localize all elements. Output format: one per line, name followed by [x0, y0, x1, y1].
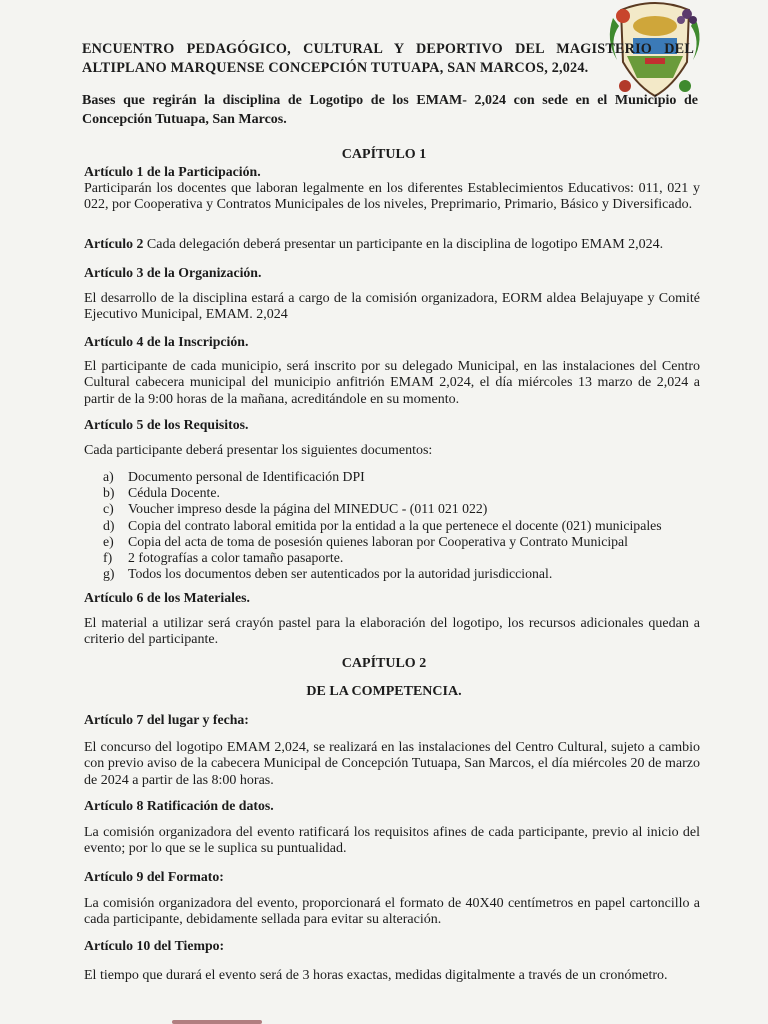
article-6 — [84, 590, 700, 649]
article-title: Artículo 9 del Formato: — [84, 869, 224, 884]
list-item: b) Cédula Docente. — [103, 485, 220, 501]
list-item: e) Copia del acta de toma de posesión quienes laboran por Cooperativa y Contrato Municipal — [103, 533, 629, 549]
article-title: Artículo 2 — [84, 236, 144, 251]
article-body: Participarán los docentes que laboran legalmente en los diferentes Establecimientos Educativos: 011, 021 y 022, por Cooperativa y Contratos Municipales de los niveles, Preprimario, Primario, Básico y Diversificado. — [84, 180, 700, 212]
article-5 — [84, 417, 700, 459]
article-9 — [84, 869, 700, 929]
article-title: Artículo 7 del lugar y fecha: — [84, 712, 249, 727]
article-body: La comisión organizadora del evento ratificará los requisitos afines de cada participante, previo al inicio del evento; por lo que se le suplica su puntualidad. — [84, 824, 700, 856]
title-line-1: ENCUENTRO PEDAGÓGICO, CULTURAL Y DEPORTIVO DEL MAGISTERIO DEL — [82, 41, 694, 57]
list-item: c) Voucher impreso desde la página del MINEDUC - (011 021 022) — [103, 501, 488, 517]
list-item: f) 2 fotografías a color tamaño pasaporte. — [103, 550, 344, 566]
article-1 — [84, 164, 700, 214]
article-body: Cada delegación deberá presentar un participante en la disciplina de logotipo EMAM 2,024. — [146, 237, 664, 252]
chapter-1-heading: CAPÍTULO 1 — [341, 147, 427, 162]
article-8 — [84, 798, 700, 858]
article-body: El material a utilizar será crayón pastel para la elaboración del logotipo, los recursos adicionales quedan a criterio del participante. — [84, 615, 700, 647]
article-7 — [84, 712, 700, 789]
ink-mark — [172, 1020, 262, 1024]
chapter-2-heading: CAPÍTULO 2 — [341, 656, 427, 671]
article-title: Artículo 4 de la Inscripción. — [84, 334, 249, 349]
title-line-2: ALTIPLANO MARQUENSE CONCEPCIÓN TUTUAPA, SAN MARCOS, 2,024. — [82, 60, 589, 76]
article-title: Artículo 8 Ratificación de datos. — [84, 798, 274, 813]
document-title — [82, 40, 694, 78]
article-title: Artículo 10 del Tiempo: — [84, 938, 225, 953]
article-2 — [84, 236, 700, 254]
article-body: El concurso del logotipo EMAM 2,024, se realizará en las instalaciones del Centro Cultural, sujeto a cambio con previo aviso de la cabecera Municipal de Concepción Tutuapa, San Marcos, el día miércoles 20 de marzo de 2024 a partir de las 8:00 horas. — [84, 739, 700, 788]
article-title: Artículo 6 de los Materiales. — [84, 590, 250, 605]
article-body: Cada participante deberá presentar los siguientes documentos: — [84, 442, 433, 458]
article-10 — [84, 938, 700, 984]
article-title: Artículo 5 de los Requisitos. — [84, 417, 249, 432]
list-item: a) Documento personal de Identificación DPI — [103, 469, 365, 484]
list-item: d) Copia del contrato laboral emitida por la entidad a la que pertenece el docente (021) municipales — [103, 517, 662, 533]
article-3 — [84, 265, 700, 324]
requirements-list — [103, 469, 703, 582]
article-title: Artículo 1 de la Participación. — [84, 164, 261, 179]
article-body: El tiempo que durará el evento será de 3 horas exactas, medidas digitalmente a través de un cronómetro. — [84, 967, 668, 983]
article-title: Artículo 3 de la Organización. — [84, 265, 262, 280]
article-body: El participante de cada municipio, será inscrito por su delegado Municipal, en las instalaciones del Centro Cultural cabecera municipal del municipio anfitrión EMAM 2,024, el día miércoles 13 marzo de 2,024 a partir de la 9:00 horas de la mañana, acreditándole en su momento. — [84, 358, 700, 407]
list-item: g) Todos los documentos deben ser autenticados por la autoridad jurisdiccional. — [103, 566, 553, 582]
article-body: La comisión organizadora del evento, proporcionará el formato de 40X40 centímetros en papel cartoncillo a cada participante, debidamente sellada para evitar su alteración. — [84, 895, 700, 927]
article-4 — [84, 334, 700, 408]
bases-subtitle: Bases que regirán la disciplina de Logotipo de los EMAM- 2,024 con sede en el Municipio de Concepción Tutuapa, San Marcos. — [82, 93, 698, 127]
chapter-2-subheading: DE LA COMPETENCIA. — [306, 684, 462, 699]
article-body: El desarrollo de la disciplina estará a cargo de la comisión organizadora, EORM aldea Belajuyape y Comité Ejecutivo Municipal, EMAM. 2,024 — [84, 290, 700, 322]
